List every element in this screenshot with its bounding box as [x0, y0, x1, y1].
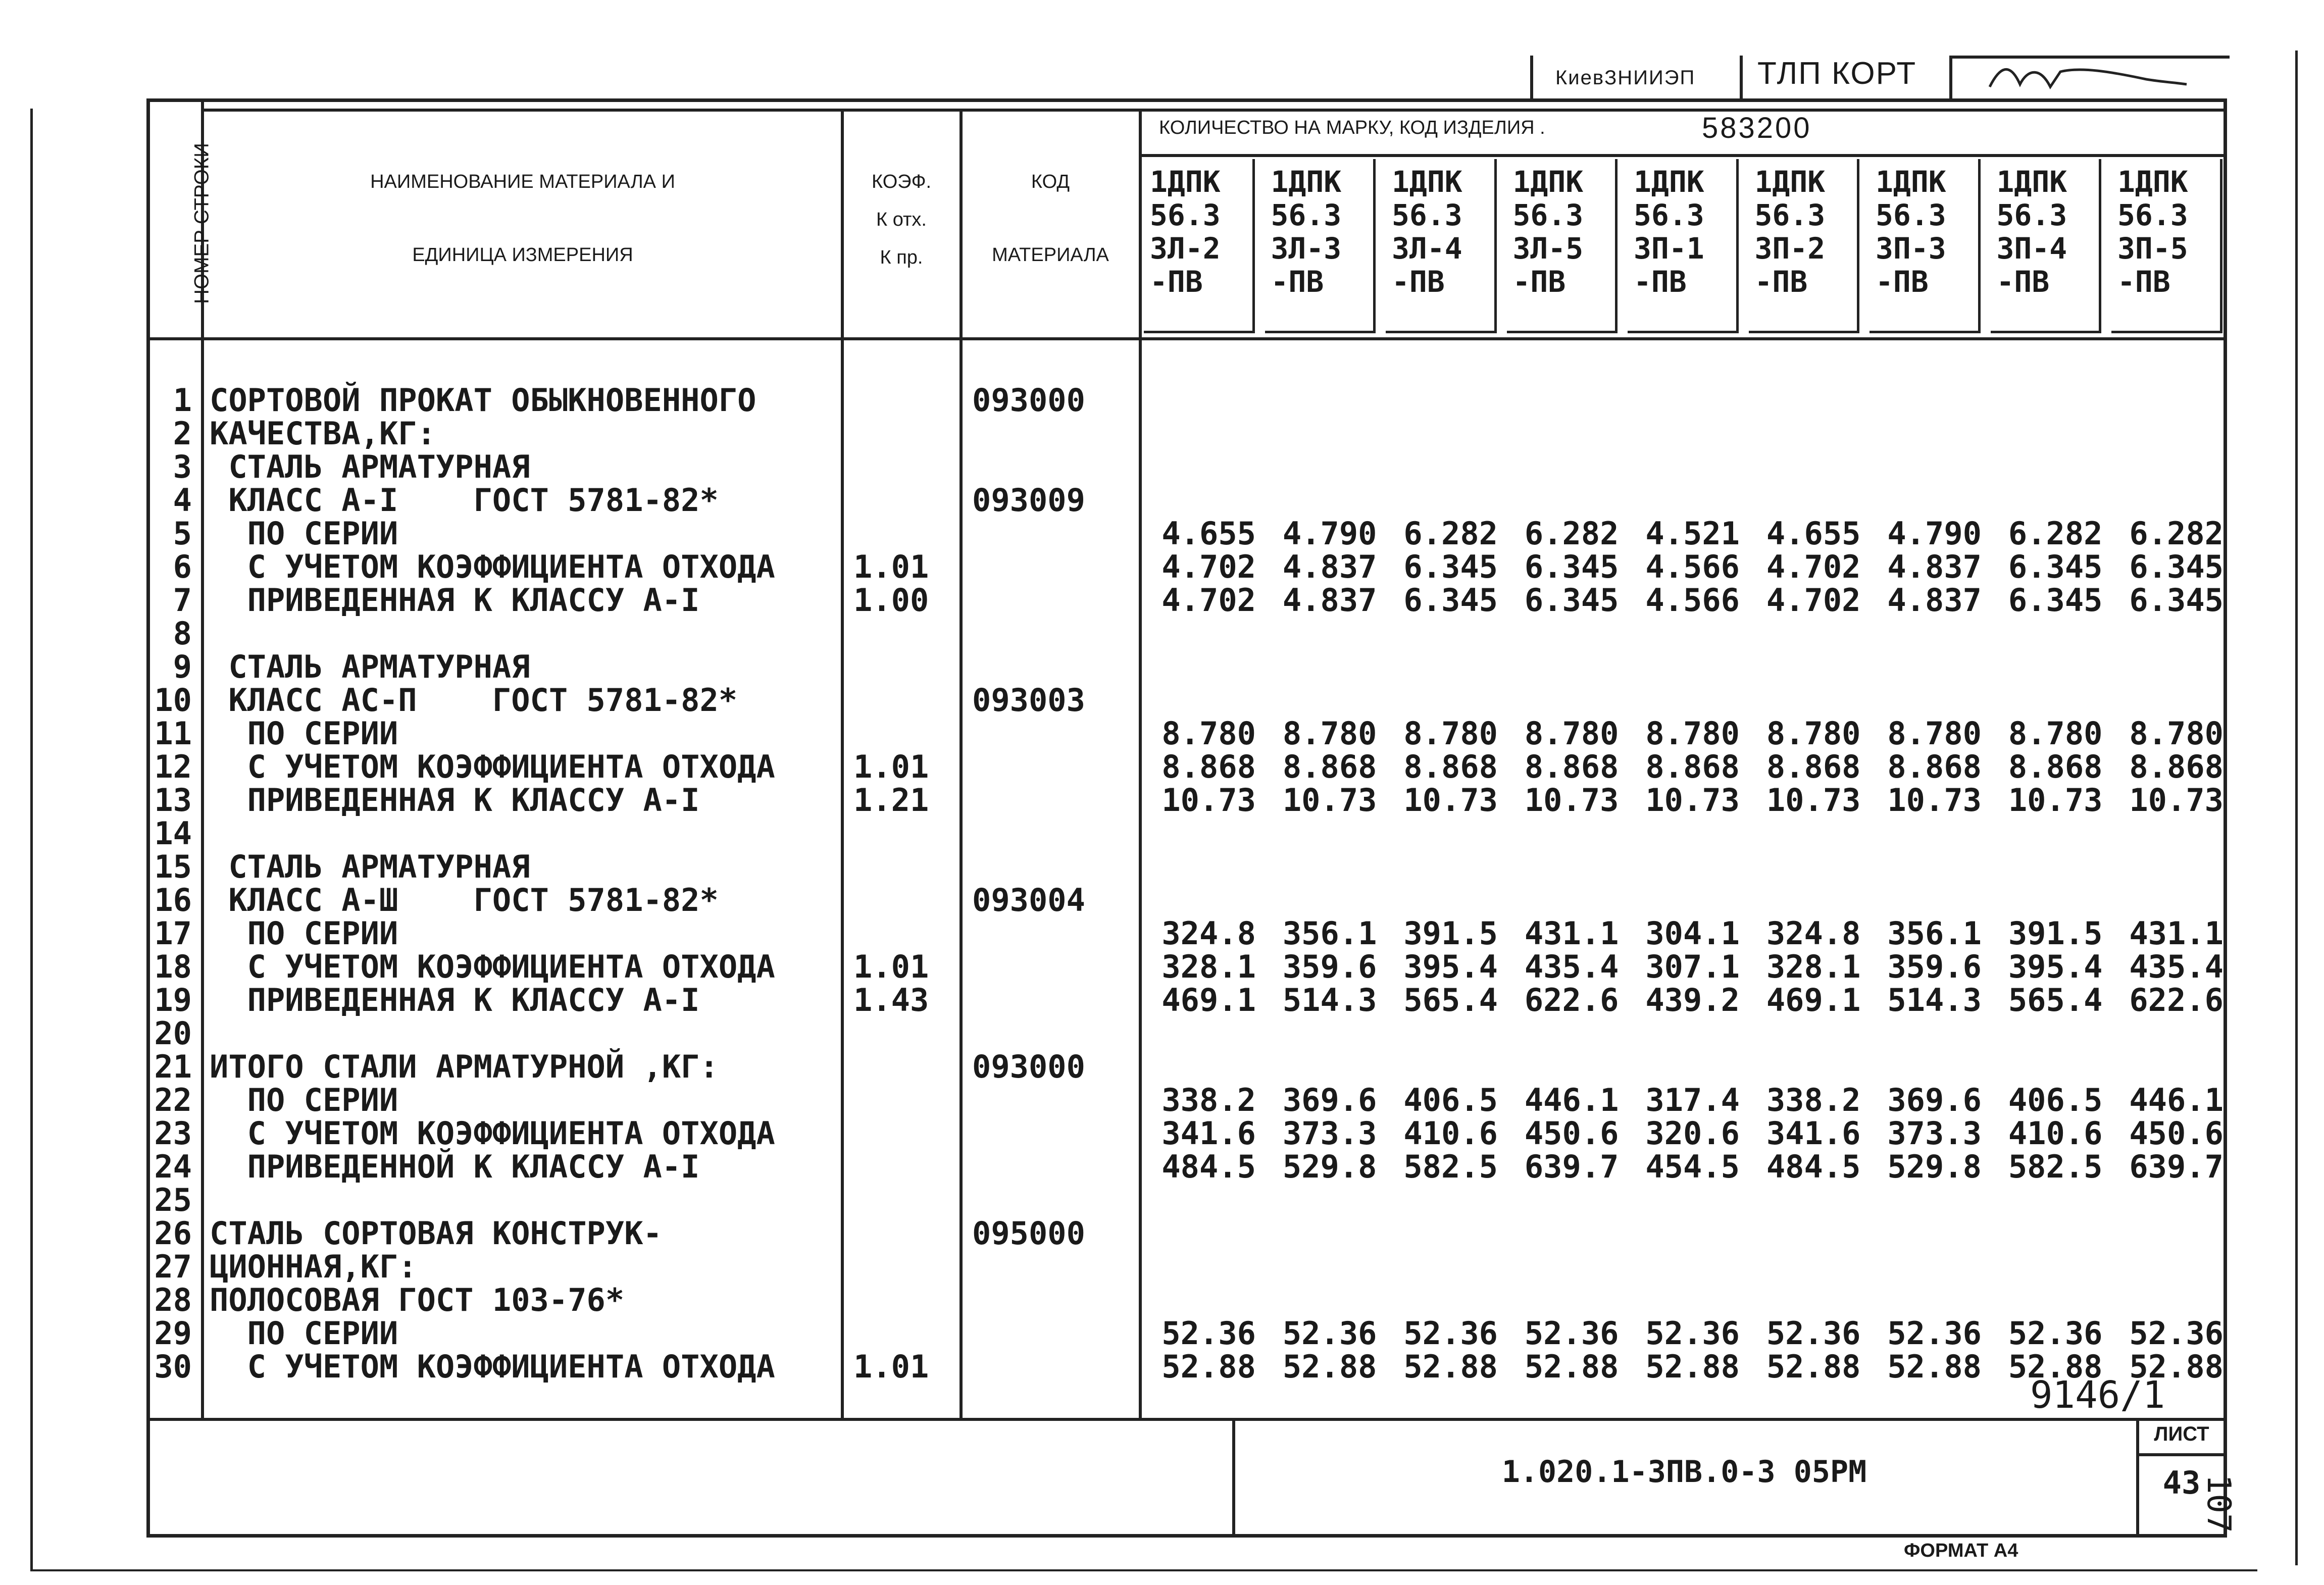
- quantity-value: 4.837: [1887, 548, 1982, 585]
- material-description: ЦИОННАЯ,КГ:: [210, 1248, 417, 1285]
- quantity-value: 565.4: [1403, 982, 1498, 1018]
- quantity-value: 52.36: [1645, 1315, 1740, 1352]
- row-number: 22: [154, 1082, 192, 1118]
- material-description: ПРИВЕДЕННАЯ К КЛАССУ А-I: [210, 982, 700, 1018]
- row-number: 23: [154, 1115, 192, 1152]
- row-number: 8: [173, 615, 192, 652]
- material-description: ПО СЕРИИ: [210, 515, 398, 552]
- quantity-value: 52.88: [1282, 1348, 1377, 1385]
- quantity-value: 6.345: [2008, 548, 2103, 585]
- quantity-value: 10.73: [1524, 782, 1619, 819]
- code-header-1: КОД: [1031, 171, 1070, 192]
- material-description: ПРИВЕДЕННОЙ К КЛАССУ А-I: [210, 1148, 700, 1185]
- qty-label-line: [1139, 154, 2227, 157]
- quantity-value: 431.1: [2129, 915, 2224, 952]
- quantity-value: 6.345: [2129, 548, 2224, 585]
- material-description: ИТОГО СТАЛИ АРМАТУРНОЙ ,КГ:: [210, 1048, 719, 1085]
- material-description: ПРИВЕДЕННАЯ К КЛАССУ А-I: [210, 582, 700, 619]
- product-column-label: 1ДПК 56.3 3П-3 -ПВ: [1876, 165, 1946, 299]
- quantity-value: 52.88: [2008, 1348, 2103, 1385]
- material-description: С УЧЕТОМ КОЭФФИЦИЕНТА ОТХОДА: [210, 548, 775, 585]
- product-column-label: 1ДПК 56.3 3Л-5 -ПВ: [1512, 165, 1584, 299]
- material-description: СТАЛЬ АРМАТУРНАЯ: [210, 648, 530, 685]
- row-number: 12: [154, 748, 192, 785]
- quantity-value: 10.73: [1645, 782, 1740, 819]
- product-column-header: [1628, 159, 1739, 333]
- quantity-value: 304.1: [1645, 915, 1740, 952]
- quantity-value: 52.36: [1282, 1315, 1377, 1352]
- product-column-header: [1749, 159, 1860, 333]
- quantity-value: 6.282: [1403, 515, 1498, 552]
- quantity-value: 52.88: [1766, 1348, 1861, 1385]
- quantity-value: 622.6: [1524, 982, 1619, 1018]
- row-number: 1: [173, 382, 192, 419]
- quantity-value: 639.7: [1524, 1148, 1619, 1185]
- header-bottom-line: [146, 337, 2227, 340]
- quantity-value: 582.5: [2008, 1148, 2103, 1185]
- row-number: 17: [154, 915, 192, 952]
- quantity-value: 406.5: [1403, 1082, 1498, 1118]
- quantity-value: 391.5: [1403, 915, 1498, 952]
- quantity-value: 369.6: [1282, 1082, 1377, 1118]
- quantity-value: 439.2: [1645, 982, 1740, 1018]
- material-description: ПОЛОСОВАЯ ГОСТ 103-76*: [210, 1282, 625, 1318]
- material-description: С УЧЕТОМ КОЭФФИЦИЕНТА ОТХОДА: [210, 1115, 775, 1152]
- row-number: 24: [154, 1148, 192, 1185]
- sheet-label: ЛИСТ: [2154, 1423, 2209, 1445]
- row-number: 11: [154, 715, 192, 752]
- material-description: СТАЛЬ АРМАТУРНАЯ: [210, 848, 530, 885]
- coefficient: 1.01: [853, 548, 929, 585]
- quantity-value: 446.1: [1524, 1082, 1619, 1118]
- footer-top-line: [146, 1418, 2227, 1421]
- quantity-value: 450.6: [1524, 1115, 1619, 1152]
- quantity-value: 454.5: [1645, 1148, 1740, 1185]
- quantity-value: 514.3: [1887, 982, 1982, 1018]
- material-description: ПО СЕРИИ: [210, 715, 398, 752]
- stamp-series: ТЛП КОРТ: [1757, 56, 1917, 91]
- quantity-value: 4.702: [1766, 548, 1861, 585]
- sheet-box-left: [2136, 1418, 2139, 1538]
- quantity-value: 431.1: [1524, 915, 1619, 952]
- quantity-value: 8.868: [1282, 748, 1377, 785]
- quantity-value: 10.73: [1403, 782, 1498, 819]
- quantity-value: 10.73: [1766, 782, 1861, 819]
- material-description: СТАЛЬ СОРТОВАЯ КОНСТРУК-: [210, 1215, 662, 1252]
- row-number: 10: [154, 682, 192, 719]
- material-description: КЛАСС А-Ш ГОСТ 5781-82*: [210, 882, 719, 918]
- coefficient: 1.00: [853, 582, 929, 619]
- quantity-value: 406.5: [2008, 1082, 2103, 1118]
- quantity-value: 356.1: [1887, 915, 1982, 952]
- quantity-value: 328.1: [1161, 948, 1256, 985]
- quantity-value: 410.6: [2008, 1115, 2103, 1152]
- material-description: КЛАСС А-I ГОСТ 5781-82*: [210, 482, 719, 519]
- quantity-value: 338.2: [1766, 1082, 1861, 1118]
- quantity-value: 484.5: [1766, 1148, 1861, 1185]
- product-column-label: 1ДПК 56.3 3П-5 -ПВ: [2117, 165, 2188, 299]
- quantity-value: 529.8: [1282, 1148, 1377, 1185]
- quantity-value: 8.780: [1524, 715, 1619, 752]
- product-column-label: 1ДПК 56.3 3П-4 -ПВ: [1996, 165, 2067, 299]
- quantity-value: 446.1: [2129, 1082, 2224, 1118]
- quantity-value: 52.36: [1887, 1315, 1982, 1352]
- material-description: КЛАСС АС-П ГОСТ 5781-82*: [210, 682, 738, 719]
- quantity-value: 328.1: [1766, 948, 1861, 985]
- quantity-value: 6.345: [1403, 548, 1498, 585]
- row-number: 20: [154, 1015, 192, 1052]
- coefficient: 1.01: [853, 1348, 929, 1385]
- quantity-value: 52.88: [1161, 1348, 1256, 1385]
- material-description: ПО СЕРИИ: [210, 1082, 398, 1118]
- quantity-value: 10.73: [2129, 782, 2224, 819]
- quantity-value: 8.868: [2129, 748, 2224, 785]
- row-number: 6: [173, 548, 192, 585]
- col-divider-coef: [959, 109, 963, 1419]
- quantity-value: 317.4: [1645, 1082, 1740, 1118]
- quantity-value: 410.6: [1403, 1115, 1498, 1152]
- quantity-value: 52.36: [2008, 1315, 2103, 1352]
- quantity-value: 8.868: [2008, 748, 2103, 785]
- quantity-value: 6.345: [2129, 582, 2224, 619]
- quantity-value: 4.655: [1766, 515, 1861, 552]
- quantity-value: 4.521: [1645, 515, 1740, 552]
- quantity-value: 10.73: [1161, 782, 1256, 819]
- quantity-value: 4.790: [1282, 515, 1377, 552]
- quantity-value: 356.1: [1282, 915, 1377, 952]
- quantity-value: 4.837: [1282, 548, 1377, 585]
- quantity-value: 582.5: [1403, 1148, 1498, 1185]
- quantity-value: 4.702: [1161, 548, 1256, 585]
- coefficient: 1.01: [853, 948, 929, 985]
- quantity-value: 8.780: [1282, 715, 1377, 752]
- row-number: 18: [154, 948, 192, 985]
- product-column-header: [1144, 159, 1255, 333]
- quantity-value: 6.282: [2129, 515, 2224, 552]
- row-number: 14: [154, 815, 192, 852]
- material-header-1: НАИМЕНОВАНИЕ МАТЕРИАЛА И: [370, 171, 675, 192]
- quantity-value: 8.868: [1645, 748, 1740, 785]
- quantity-value: 6.282: [2008, 515, 2103, 552]
- quantity-value: 435.4: [1524, 948, 1619, 985]
- material-description: КАЧЕСТВА,КГ:: [210, 415, 436, 452]
- quantity-value: 469.1: [1161, 982, 1256, 1018]
- material-description: СТАЛЬ АРМАТУРНАЯ: [210, 448, 530, 485]
- product-code: 583200: [1702, 112, 1812, 144]
- document-designation: 1.020.1-3ПВ.0-3 05РМ: [1501, 1454, 1867, 1490]
- quantity-value: 359.6: [1887, 948, 1982, 985]
- quantity-value: 52.88: [1524, 1348, 1619, 1385]
- quantity-value: 8.868: [1403, 748, 1498, 785]
- row-number: 13: [154, 782, 192, 819]
- material-header-2: ЕДИНИЦА ИЗМЕРЕНИЯ: [412, 244, 633, 266]
- product-column-header: [1265, 159, 1376, 333]
- quantity-value: 622.6: [2129, 982, 2224, 1018]
- quantity-value: 359.6: [1282, 948, 1377, 985]
- quantity-value: 391.5: [2008, 915, 2103, 952]
- quantity-value: 52.88: [1403, 1348, 1498, 1385]
- quantity-value: 373.3: [1887, 1115, 1982, 1152]
- quantity-value: 52.36: [1403, 1315, 1498, 1352]
- quantity-value: 52.88: [1645, 1348, 1740, 1385]
- row-number: 5: [173, 515, 192, 552]
- row-number: 7: [173, 582, 192, 619]
- quantity-value: 6.282: [1524, 515, 1619, 552]
- material-code: 093004: [972, 882, 1085, 918]
- quantity-value: 341.6: [1161, 1115, 1256, 1152]
- doc-number: 9146/1: [2030, 1373, 2165, 1417]
- material-code: 093003: [972, 682, 1085, 719]
- quantity-value: 10.73: [2008, 782, 2103, 819]
- quantity-value: 320.6: [1645, 1115, 1740, 1152]
- quantity-value: 8.868: [1524, 748, 1619, 785]
- quantity-value: 52.88: [2129, 1348, 2224, 1385]
- quantity-value: 484.5: [1161, 1148, 1256, 1185]
- product-column-label: 1ДПК 56.3 3П-2 -ПВ: [1754, 165, 1826, 299]
- row-number: 28: [154, 1282, 192, 1318]
- quantity-value: 8.780: [1161, 715, 1256, 752]
- quantity-value: 469.1: [1766, 982, 1861, 1018]
- row-number: 21: [154, 1048, 192, 1085]
- quantity-value: 4.566: [1645, 582, 1740, 619]
- header-top-inner-line: [201, 109, 2227, 112]
- quantity-value: 639.7: [2129, 1148, 2224, 1185]
- material-description: ПО СЕРИИ: [210, 915, 398, 952]
- quantity-value: 395.4: [2008, 948, 2103, 985]
- quantity-value: 4.566: [1645, 548, 1740, 585]
- page-right-edge: [2295, 50, 2298, 1565]
- row-number: 25: [154, 1182, 192, 1218]
- material-code: 093000: [972, 382, 1085, 419]
- material-code: 093009: [972, 482, 1085, 519]
- quantity-value: 8.868: [1766, 748, 1861, 785]
- quantity-value: 8.780: [2008, 715, 2103, 752]
- col-divider-material: [841, 109, 844, 1419]
- row-number: 15: [154, 848, 192, 885]
- material-description: С УЧЕТОМ КОЭФФИЦИЕНТА ОТХОДА: [210, 948, 775, 985]
- coef-header-1: КОЭФ.: [871, 171, 932, 192]
- material-description: ПО СЕРИИ: [210, 1315, 398, 1352]
- quantity-value: 52.36: [2129, 1315, 2224, 1352]
- quantity-value: 10.73: [1282, 782, 1377, 819]
- coefficient: 1.01: [853, 748, 929, 785]
- product-column-header: [1386, 159, 1497, 333]
- margin-number: 107: [2200, 1474, 2237, 1533]
- quantity-value: 307.1: [1645, 948, 1740, 985]
- quantity-value: 8.780: [1403, 715, 1498, 752]
- quantity-value: 435.4: [2129, 948, 2224, 985]
- row-number: 4: [173, 482, 192, 519]
- quantity-value: 8.780: [1887, 715, 1982, 752]
- coefficient: 1.43: [853, 982, 929, 1018]
- product-column-label: 1ДПК 56.3 3Л-4 -ПВ: [1392, 165, 1462, 299]
- quantity-value: 4.655: [1161, 515, 1256, 552]
- row-number: 3: [173, 448, 192, 485]
- quantity-value: 6.345: [2008, 582, 2103, 619]
- coef-header-3: К пр.: [880, 247, 923, 268]
- signature-icon: [1980, 57, 2192, 97]
- code-header-2: МАТЕРИАЛА: [992, 244, 1109, 266]
- quantity-value: 52.88: [1887, 1348, 1982, 1385]
- quantity-value: 8.868: [1887, 748, 1982, 785]
- stamp-org: КиевЗНИИЭП: [1555, 67, 1696, 89]
- material-description: С УЧЕТОМ КОЭФФИЦИЕНТА ОТХОДА: [210, 1348, 775, 1385]
- row-number: 29: [154, 1315, 192, 1352]
- sheet-box-mid: [2136, 1453, 2227, 1456]
- quantity-value: 529.8: [1887, 1148, 1982, 1185]
- quantity-value: 324.8: [1161, 915, 1256, 952]
- page-bottom-edge: [30, 1569, 2257, 1571]
- sheet-number: 43: [2162, 1464, 2201, 1501]
- quantity-value: 4.702: [1766, 582, 1861, 619]
- top-stamp: [1530, 50, 2230, 101]
- coef-header-2: К отх.: [876, 209, 927, 230]
- quantity-value: 338.2: [1161, 1082, 1256, 1118]
- coefficient: 1.21: [853, 782, 929, 819]
- row-number: 16: [154, 882, 192, 918]
- quantity-value: 52.36: [1524, 1315, 1619, 1352]
- quantity-value: 324.8: [1766, 915, 1861, 952]
- product-column-header: [1991, 159, 2102, 333]
- quantity-value: 4.702: [1161, 582, 1256, 619]
- quantity-value: 8.780: [1766, 715, 1861, 752]
- material-description: ПРИВЕДЕННАЯ К КЛАССУ А-I: [210, 782, 700, 819]
- product-column-header: [1507, 159, 1618, 333]
- quantity-value: 8.780: [1645, 715, 1740, 752]
- product-column-header: [1870, 159, 1981, 333]
- quantity-value: 10.73: [1887, 782, 1982, 819]
- row-number-header: НОМЕР СТРОКИ: [190, 143, 213, 304]
- qty-header-label: КОЛИЧЕСТВО НА МАРКУ, КОД ИЗДЕЛИЯ .: [1159, 117, 1545, 138]
- format-label: ФОРМАТ А4: [1904, 1540, 2018, 1561]
- quantity-value: 373.3: [1282, 1115, 1377, 1152]
- row-number: 26: [154, 1215, 192, 1252]
- row-number: 30: [154, 1348, 192, 1385]
- quantity-value: 4.837: [1887, 582, 1982, 619]
- quantity-value: 565.4: [2008, 982, 2103, 1018]
- quantity-value: 4.837: [1282, 582, 1377, 619]
- row-number: 2: [173, 415, 192, 452]
- quantity-value: 341.6: [1766, 1115, 1861, 1152]
- product-column-label: 1ДПК 56.3 3Л-2 -ПВ: [1150, 165, 1221, 299]
- quantity-value: 6.345: [1524, 582, 1619, 619]
- quantity-value: 8.780: [2129, 715, 2224, 752]
- material-description: С УЧЕТОМ КОЭФФИЦИЕНТА ОТХОДА: [210, 748, 775, 785]
- quantity-value: 6.345: [1403, 582, 1498, 619]
- quantity-value: 369.6: [1887, 1082, 1982, 1118]
- quantity-value: 52.36: [1766, 1315, 1861, 1352]
- quantity-value: 6.345: [1524, 548, 1619, 585]
- quantity-value: 52.36: [1161, 1315, 1256, 1352]
- product-column-label: 1ДПК 56.3 3Л-3 -ПВ: [1271, 165, 1342, 299]
- quantity-value: 514.3: [1282, 982, 1377, 1018]
- quantity-value: 450.6: [2129, 1115, 2224, 1152]
- quantity-value: 395.4: [1403, 948, 1498, 985]
- material-description: СОРТОВОЙ ПРОКАТ ОБЫКНОВЕННОГО: [210, 382, 756, 419]
- material-code: 095000: [972, 1215, 1085, 1252]
- row-number: 19: [154, 982, 192, 1018]
- page-edge-line: [30, 109, 33, 1570]
- product-column-header: [2111, 159, 2222, 333]
- product-column-label: 1ДПК 56.3 3П-1 -ПВ: [1634, 165, 1704, 299]
- quantity-value: 8.868: [1161, 748, 1256, 785]
- row-number: 9: [173, 648, 192, 685]
- row-number: 27: [154, 1248, 192, 1285]
- quantity-value: 4.790: [1887, 515, 1982, 552]
- material-code: 093000: [972, 1048, 1085, 1085]
